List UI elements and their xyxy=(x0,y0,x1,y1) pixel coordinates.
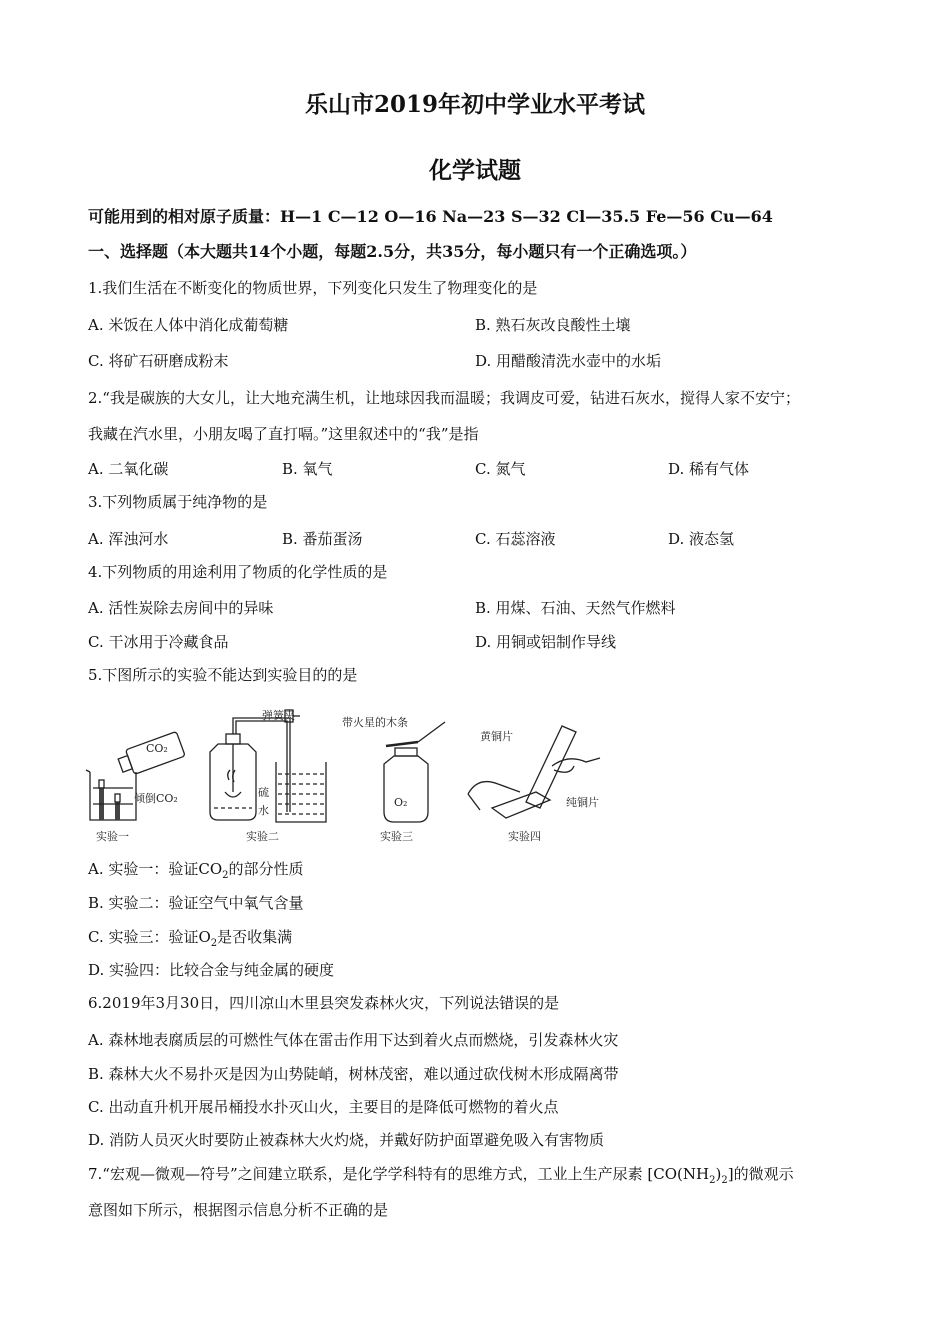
q2-option-c: C. 氮气 xyxy=(475,460,526,478)
q4-option-c: C. 干冰用于冷藏食品 xyxy=(88,633,229,651)
question-7-stem-line2: 意图如下所示，根据图示信息分析不正确的是 xyxy=(88,1201,389,1219)
q2-option-a: A. 二氧化碳 xyxy=(88,460,169,478)
exp3-oxygen-label: O₂ xyxy=(394,796,408,809)
q6-option-a: A. 森林地表腐质层的可燃性气体在雷击作用下达到着火点而燃烧，引发森林火灾 xyxy=(88,1031,619,1049)
q6-option-d: D. 消防人员灭火时要防止被森林大火灼烧，并戴好防护面罩避免吸入有害物质 xyxy=(88,1131,605,1149)
exp2-clamp-label: 弹簧夹 xyxy=(262,709,295,722)
atomic-masses: 可能用到的相对原子质量：H—1 C—12 O—16 Na—23 S—32 Cl—35.5 Fe—56 Cu—64 xyxy=(88,207,773,226)
q5-option-a: A. 实验一：验证$CO_2$的部分性质 xyxy=(88,860,304,881)
experiment-figure xyxy=(80,700,640,845)
exp4-label: 实验四 xyxy=(508,830,541,843)
exp2-sulfur-label: 硫 xyxy=(258,786,269,799)
q2-option-d: D. 稀有气体 xyxy=(668,460,750,478)
q4-option-b: B. 用煤、石油、天然气作燃料 xyxy=(475,599,676,617)
q6-option-c: C. 出动直升机开展吊桶投水扑灭山火，主要目的是降低可燃物的着火点 xyxy=(88,1098,559,1116)
q4-option-d: D. 用铜或铝制作导线 xyxy=(475,633,617,651)
experiment-2-diagram xyxy=(210,708,326,843)
question-4-stem: 4.下列物质的用途利用了物质的化学性质的是 xyxy=(88,563,388,581)
q4-option-a: A. 活性炭除去房间中的异味 xyxy=(88,599,274,617)
q3-option-c: C. 石蕊溶液 xyxy=(475,530,556,548)
page-title: 乐山市2019年初中学业水平考试 xyxy=(304,91,645,118)
question-5-stem: 5.下图所示的实验不能达到实验目的的是 xyxy=(88,666,358,684)
exp1-label: 实验一 xyxy=(96,830,129,843)
q1-option-b: B. 熟石灰改良酸性土壤 xyxy=(475,316,631,334)
exp2-label: 实验二 xyxy=(246,830,279,843)
question-3-stem: 3.下列物质属于纯净物的是 xyxy=(88,493,268,511)
q1-option-d: D. 用醋酸清洗水壶中的水垢 xyxy=(475,352,662,370)
question-1-stem: 1.我们生活在不断变化的物质世界，下列变化只发生了物理变化的是 xyxy=(88,279,538,297)
question-6-stem: 6.2019年3月30日，四川凉山木里县突发森林火灾，下列说法错误的是 xyxy=(88,994,560,1012)
exp2-water-label: 水 xyxy=(258,804,269,817)
q3-option-a: A. 浑浊河水 xyxy=(88,530,169,548)
q3-option-b: B. 番茄蛋汤 xyxy=(282,530,363,548)
q5-option-d: D. 实验四：比较合金与纯金属的硬度 xyxy=(88,961,335,979)
question-7-stem-line1: 7.“宏观—微观—符号”之间建立联系，是化学学科特有的思维方式，工业上生产尿素 $[CO(NH_2)_2]$的微观示 xyxy=(88,1165,794,1186)
exp4-brass-label: 黄铜片 xyxy=(480,730,513,743)
exp3-label: 实验三 xyxy=(380,830,413,843)
q6-option-b: B. 森林大火不易扑灭是因为山势陡峭，树林茂密，难以通过砍伐树木形成隔离带 xyxy=(88,1065,619,1083)
exp1-bottle-label: CO₂ xyxy=(146,742,168,755)
experiment-3-diagram xyxy=(342,715,445,843)
section-heading: 一、选择题（本大题共14个小题，每题2.5分，共35分，每小题只有一个正确选项。） xyxy=(88,242,697,261)
question-2-stem-line2: 我藏在汽水里，小朋友喝了直打嗝。”这里叙述中的“我”是指 xyxy=(88,425,479,443)
q2-option-b: B. 氧气 xyxy=(282,460,333,478)
exp4-copper-label: 纯铜片 xyxy=(566,796,599,809)
exp1-pour-label: 倾倒CO₂ xyxy=(134,792,178,805)
q5-option-c: C. 实验三：验证$O_2$是否收集满 xyxy=(88,928,293,949)
question-2-stem-line1: 2.“我是碳族的大女儿，让大地充满生机，让地球因我而温暖；我调皮可爱，钻进石灰水，搅得人家不安宁； xyxy=(88,389,800,407)
q5-option-b: B. 实验二：验证空气中氧气含量 xyxy=(88,894,304,912)
exp3-splint-label: 带火星的木条 xyxy=(342,716,408,729)
q1-option-c: C. 将矿石研磨成粉末 xyxy=(88,352,229,370)
page-subtitle: 化学试题 xyxy=(429,157,521,184)
q3-option-d: D. 液态氢 xyxy=(668,530,735,548)
experiment-4-diagram xyxy=(468,726,600,843)
experiment-1-diagram xyxy=(86,731,185,843)
q1-option-a: A. 米饭在人体中消化成葡萄糖 xyxy=(88,316,289,334)
